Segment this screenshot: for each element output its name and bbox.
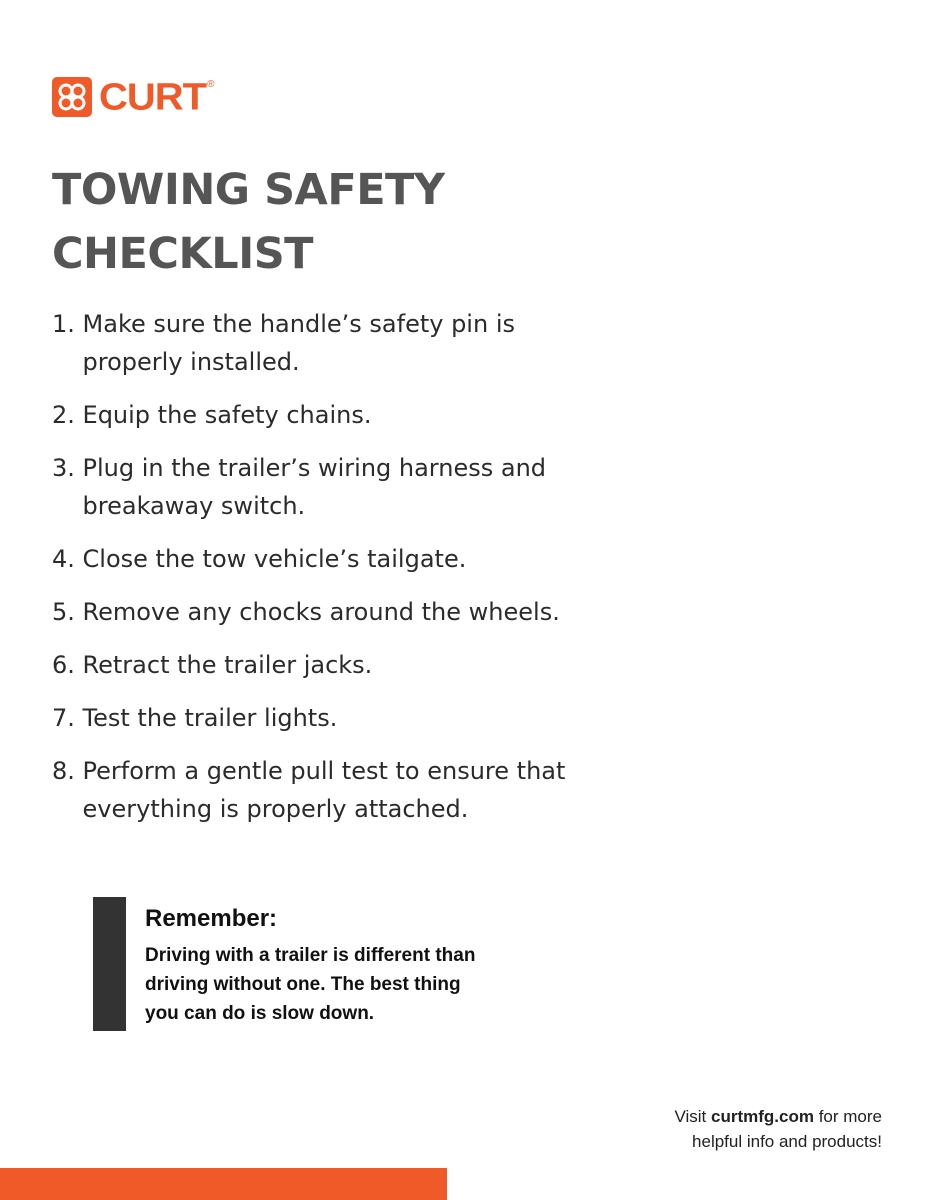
callout-body: Driving with a trailer is different than driving without one. The best thing you can do is slow down. (145, 945, 476, 1024)
checklist-item (52, 752, 652, 828)
checklist-item (52, 646, 652, 684)
item-number: 1. (52, 310, 83, 338)
visit-prefix: Visit (674, 1107, 711, 1126)
brand-name: CURT (99, 76, 207, 118)
item-number: 4. (52, 545, 83, 573)
checklist-item (52, 593, 652, 631)
visit-website-note (582, 1104, 882, 1154)
visit-line-2: helpful info and products! (692, 1132, 882, 1151)
checklist-item (52, 540, 652, 578)
item-text: Remove any chocks around the wheels. (82, 598, 560, 626)
item-text: Equip the safety chains. (82, 401, 372, 429)
item-text: Retract the trailer jacks. (82, 651, 373, 679)
checklist-item (52, 305, 652, 381)
callout-title: Remember: (145, 905, 278, 932)
registered-mark: ® (207, 79, 215, 90)
footer-accent-bar (0, 1168, 447, 1200)
item-number: 8. (52, 757, 83, 785)
item-text: Make sure the handle’s safety pin is properly installed. (82, 310, 515, 376)
item-text: Plug in the trailer’s wiring harness and breakaway switch. (82, 454, 547, 520)
item-number: 3. (52, 454, 83, 482)
website-link[interactable]: curtmfg.com (711, 1107, 814, 1126)
visit-line-1 (582, 1104, 882, 1129)
item-text: Close the tow vehicle’s tailgate. (82, 545, 467, 573)
curt-logo (52, 76, 214, 118)
callout-accent-bar (93, 897, 126, 1031)
checklist-item (52, 449, 652, 525)
item-number: 7. (52, 704, 83, 732)
item-text: Perform a gentle pull test to ensure that everything is properly attached. (82, 757, 566, 823)
item-number: 6. (52, 651, 83, 679)
item-number: 2. (52, 401, 83, 429)
checklist-item (52, 699, 652, 737)
remember-callout (93, 897, 513, 1031)
curt-logo-mark-icon (52, 77, 92, 117)
page-title-line-2: CHECKLIST (52, 229, 313, 279)
checklist-item (52, 396, 652, 434)
item-text: Test the trailer lights. (82, 704, 338, 732)
safety-checklist (52, 305, 652, 843)
page-title-line-1: TOWING SAFETY (52, 165, 445, 215)
item-number: 5. (52, 598, 83, 626)
page-title (52, 158, 612, 286)
visit-suffix: for more (813, 1107, 882, 1126)
